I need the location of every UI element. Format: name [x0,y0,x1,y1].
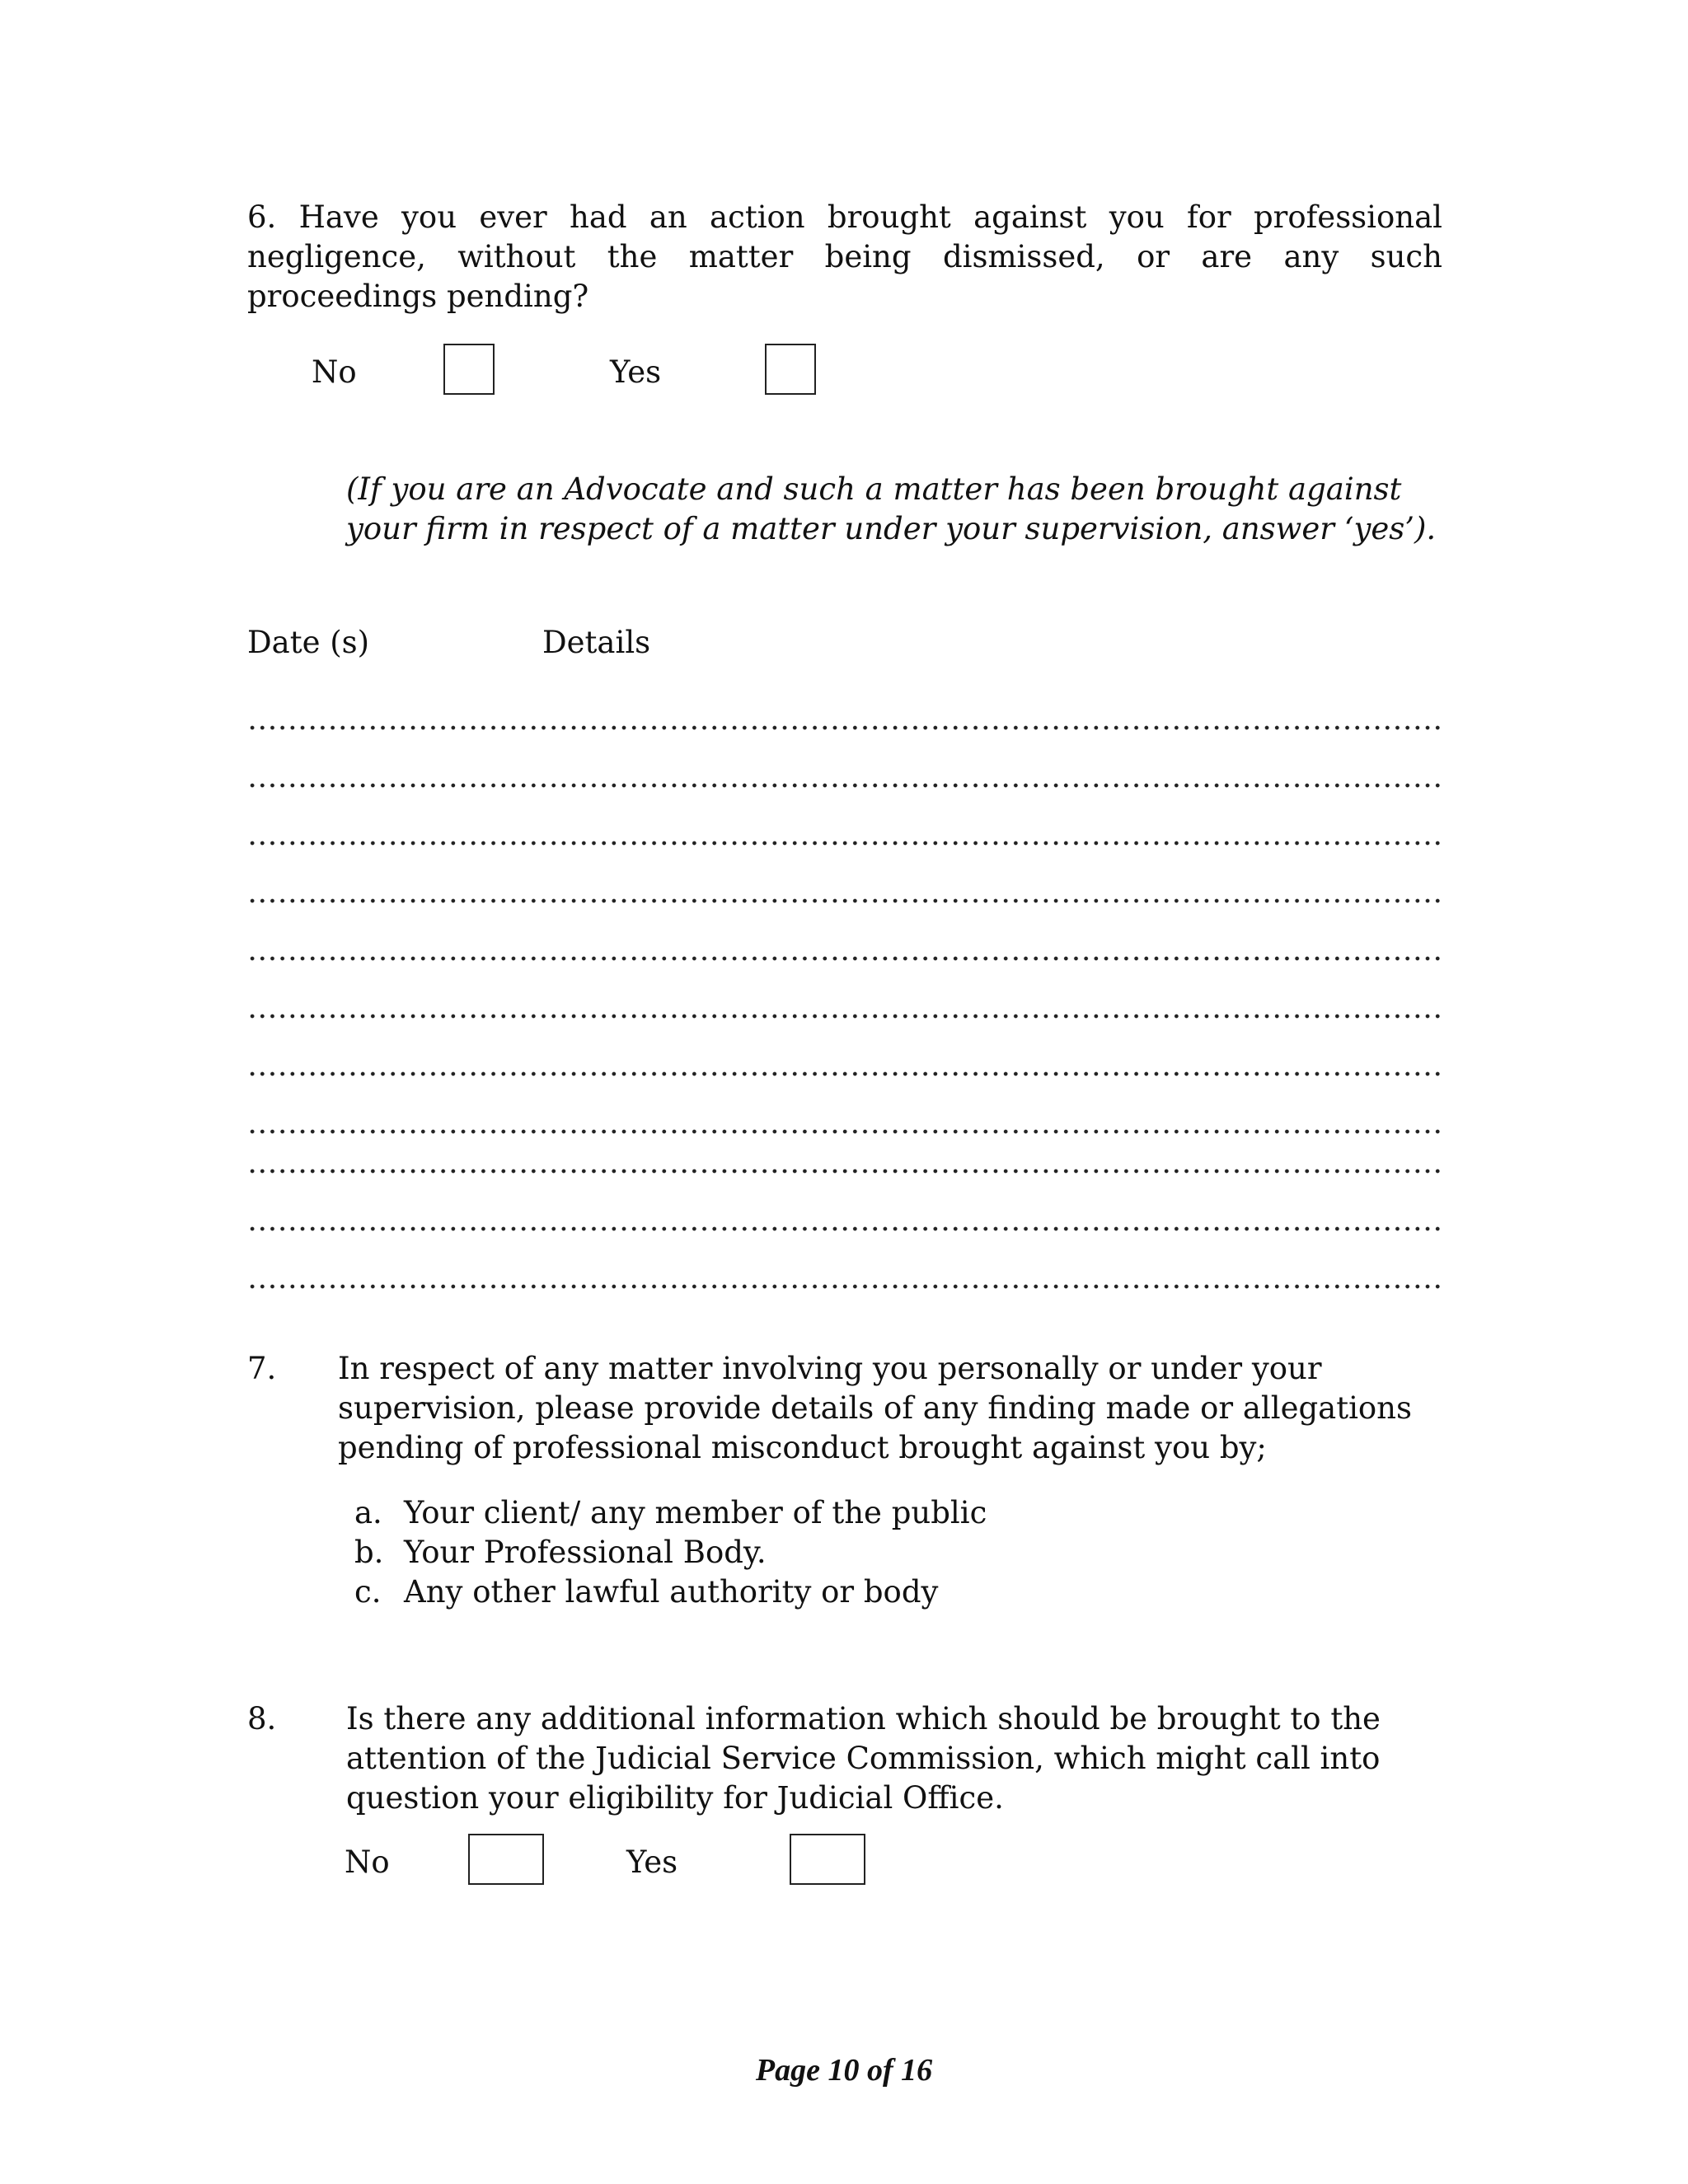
page-number: Page 10 of 16 [755,2053,933,2088]
list-item-marker: b. [354,1535,384,1570]
q6-no-checkbox[interactable] [443,344,495,395]
list-item-marker: c. [354,1574,382,1610]
answer-line[interactable] [247,954,1444,963]
answer-line[interactable] [247,897,1444,905]
list-item-marker: a. [354,1495,382,1530]
q6-no-label: No [312,354,357,390]
answer-line[interactable] [247,1127,1444,1136]
q8-yes-label: Yes [626,1844,678,1880]
answer-line[interactable] [247,1012,1444,1020]
answer-line[interactable] [247,839,1444,847]
answer-line[interactable] [247,1167,1444,1175]
q6-yes-label: Yes [610,354,662,390]
question-7-number: 7. [247,1351,277,1386]
question-7-text: In respect of any matter involving you personally or under your supervision, please provide details of any finding made or allegations pending of professional misconduct brought against you by; [338,1351,1413,1465]
q8-no-label: No [345,1844,390,1880]
q8-yes-checkbox[interactable] [790,1834,865,1885]
list-item: Your Professional Body. [404,1535,767,1570]
answer-line[interactable] [247,781,1444,790]
question-6-text: 6. Have you ever had an action brought against you for professional negligence, without the matter being dismissed, or are any such proceedings pending? [247,199,1442,314]
list-item: Your client/ any member of the public [404,1495,987,1530]
answer-line[interactable] [247,1225,1444,1233]
q6-advocate-note: (If you are an Advocate and such a matter has been brought against your firm in respect of a matter under your supervision, answer ‘yes’). [346,471,1437,546]
answer-line[interactable] [247,724,1444,732]
answer-line[interactable] [247,1070,1444,1078]
q6-yes-checkbox[interactable] [765,344,816,395]
list-item: Any other lawful authority or body [404,1574,939,1610]
answer-line[interactable] [247,1282,1444,1291]
question-8-text: Is there any additional information which should be brought to the attention of the Judicial Service Commission, which might call into question your eligibility for Judicial Office. [346,1701,1381,1816]
q8-no-checkbox[interactable] [468,1834,544,1885]
question-8-number: 8. [247,1701,277,1736]
date-column-header: Date (s) [247,625,370,660]
details-column-header: Details [542,625,651,660]
